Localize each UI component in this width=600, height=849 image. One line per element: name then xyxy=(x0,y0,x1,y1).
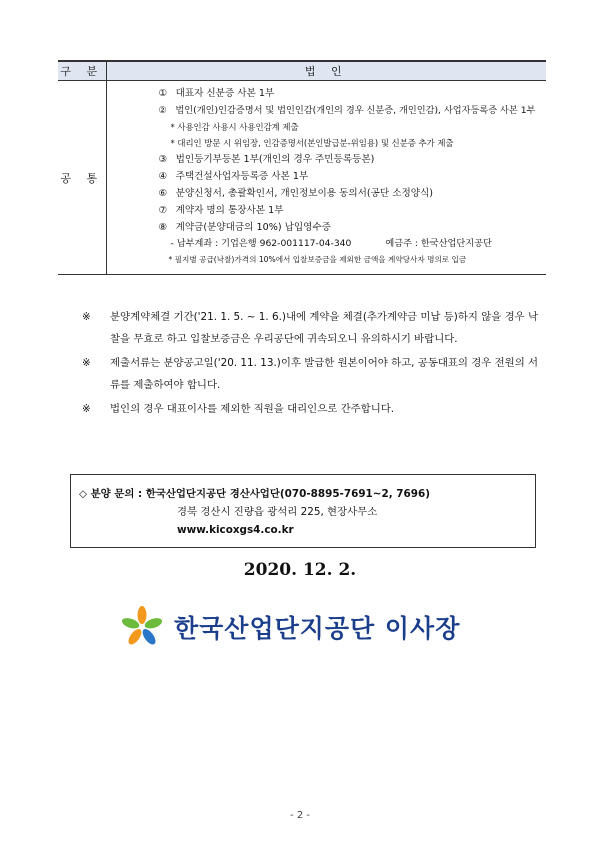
notice-item: ※ 분양계약체결 기간('21. 1. 5. ~ 1. 6.)내에 계약을 체결(추가계약금 미납 등)하지 않을 경우 낙찰을 무효로 하고 입찰보증금은 우리공단에 귀속되오니 유의하시기 바랍니다. xyxy=(82,306,547,350)
table-row xyxy=(58,81,546,275)
header-corporate: 법 인 xyxy=(106,61,546,81)
notice-item: ※ 제출서류는 분양공고일('20. 11. 13.)이후 발급한 원본이어야 하고, 공동대표의 경우 전원의 서류를 제출하여야 합니다. xyxy=(82,352,547,396)
issuer-name: 한국산업단지공단 이사장 xyxy=(174,614,461,643)
page-number: - 2 - xyxy=(290,810,310,821)
issue-date: 2020. 12. 2. xyxy=(243,560,357,580)
contact-org-phone: 한국산업단지공단 경산사업단(070-8895-7691~2, 7696) xyxy=(145,488,430,500)
header-category: 구 분 xyxy=(58,61,106,81)
notice-item: ※ 법인의 경우 대표이사를 제외한 직원을 대리인으로 간주합니다. xyxy=(82,398,547,420)
list-item: ④ 주택건설사업자등록증 사본 1부 xyxy=(158,171,309,182)
document-list xyxy=(107,81,547,274)
account-number: - 납부계좌 : 기업은행 962-001117-04-340 xyxy=(170,238,352,249)
list-item: ① 대표자 신분증 사본 1부 xyxy=(158,88,275,99)
notes-section xyxy=(82,306,547,422)
list-item: ⑧ 계약금(분양대금의 10%) 납입영수증 xyxy=(158,222,331,233)
contact-address: 경북 경산시 진량읍 광석리 225, 현장사무소 xyxy=(177,506,378,518)
contact-url[interactable]: www.kicoxgs4.co.kr xyxy=(177,524,294,536)
reference-mark: ※ xyxy=(82,403,91,415)
table-header-row xyxy=(58,61,546,81)
category-cell: 공 통 xyxy=(58,81,106,275)
kicox-logo-icon xyxy=(120,605,164,649)
required-documents-table xyxy=(58,60,546,275)
payment-account xyxy=(159,236,547,252)
account-holder: 예금주 : 한국산업단지공단 xyxy=(385,238,492,249)
list-item: ② 법인(개인)인감증명서 및 법인인감(개인의 경우 신분증, 개인인감), 사업자등록증 사본 1부 xyxy=(158,105,536,116)
items-cell xyxy=(106,81,546,275)
list-item: ⑥ 분양신청서, 총괄확인서, 개인정보이용 동의서(공단 소정양식) xyxy=(158,188,434,199)
contact-box xyxy=(70,474,536,548)
list-note: * 대리인 방문 시 위임장, 인감증명서(본인발급분-위임용) 및 신분증 추가 제출 xyxy=(170,138,454,148)
contact-label: ◇ 분양 문의 : xyxy=(79,488,143,500)
reference-mark: ※ xyxy=(82,357,91,369)
list-item: ③ 법인등기부등본 1부(개인의 경우 주민등록등본) xyxy=(158,154,375,165)
list-note: * 사용인감 사용시 사용인감계 제출 xyxy=(170,122,299,132)
reference-mark: ※ xyxy=(82,311,91,323)
list-item: ⑦ 계약자 명의 통장사본 1부 xyxy=(158,205,284,216)
deposit-note: * 필지별 공급(낙찰)가격의 10%에서 입찰보증금을 제외한 금액을 계약당사자 명의로 입금 xyxy=(168,255,467,264)
issuer-block xyxy=(120,602,460,652)
